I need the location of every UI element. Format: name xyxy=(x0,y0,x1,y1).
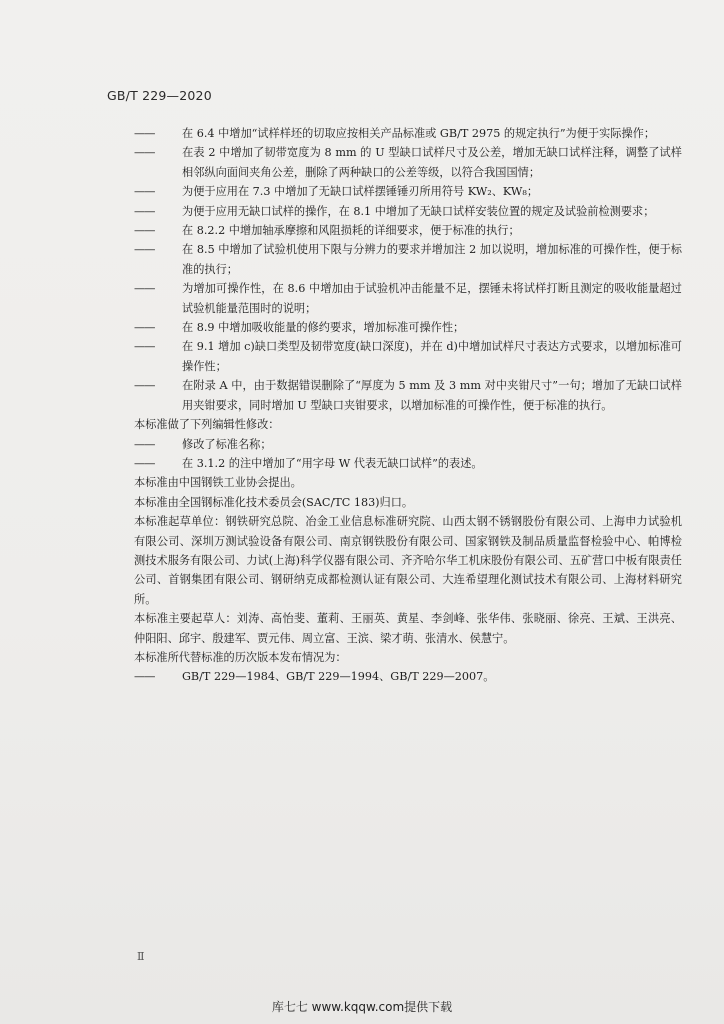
list-item xyxy=(134,221,682,240)
item-text: 为便于应用在 7.3 中增加了无缺口试样摆锤锤刃所用符号 KW₂、KW₈； xyxy=(182,185,539,199)
proposed-by: 本标准由中国钢铁工业协会提出。 xyxy=(134,476,302,490)
dash-marker: —— xyxy=(134,243,155,257)
dash-marker: —— xyxy=(134,224,155,238)
list-item xyxy=(134,240,682,279)
item-text: 为便于应用无缺口试样的操作，在 8.1 中增加了无缺口试样安装位置的规定及试验前检测要求； xyxy=(182,204,655,218)
list-item xyxy=(134,279,682,318)
item-text: 在表 2 中增加了韧带宽度为 8 mm 的 U 型缺口试样尺寸及公差，增加无缺口试样注释，调整了试样相邻纵向面间夹角公差，删除了两种缺口的公差等级，以符合我国国情； xyxy=(182,146,682,179)
item-text: 在 8.5 中增加了试验机使用下限与分辨力的要求并增加注 2 加以说明，增加标准的可操作性，便于标准的执行； xyxy=(182,243,682,276)
dash-marker: —— xyxy=(134,321,155,335)
dash-marker: —— xyxy=(134,146,155,160)
list-item xyxy=(134,435,682,454)
managed-by: 本标准由全国钢标准化技术委员会(SAC/TC 183)归口。 xyxy=(134,495,414,509)
list-item xyxy=(134,337,682,376)
editorial-intro: 本标准做了下列编辑性修改： xyxy=(134,418,280,432)
item-text: 在 9.1 增加 c)缺口类型及韧带宽度(缺口深度)，并在 d)中增加试样尺寸表达方式要求，以增加标准可操作性； xyxy=(182,340,682,373)
download-watermark: 库七七 www.kqqw.com提供下载 xyxy=(271,1000,453,1014)
list-item xyxy=(134,124,682,143)
item-text: 在 3.1.2 的注中增加了“用字母 W 代表无缺口试样”的表述。 xyxy=(182,456,483,470)
history-item xyxy=(134,667,682,686)
item-text: 在 8.2.2 中增加轴承摩擦和风阻损耗的详细要求，便于标准的执行； xyxy=(182,224,520,238)
dash-marker: —— xyxy=(134,340,155,354)
dash-marker: —— xyxy=(134,379,155,393)
dash-marker: —— xyxy=(134,456,155,470)
item-text: 在 6.4 中增加“试样样坯的切取应按相关产品标准或 GB/T 2975 的规定执行”为便于实际操作； xyxy=(182,127,656,140)
dash-marker: —— xyxy=(134,670,155,684)
dash-marker: —— xyxy=(134,282,155,296)
history-intro: 本标准所代替标准的历次版本发布情况为： xyxy=(134,650,347,664)
list-item xyxy=(134,318,682,337)
page-number: Ⅱ xyxy=(137,950,145,963)
item-text: 修改了标准名称； xyxy=(182,437,272,451)
dash-marker: —— xyxy=(134,185,155,199)
drafters: 本标准主要起草人：刘涛、高怡斐、董莉、王丽英、黄星、李剑峰、张华伟、张晓丽、徐亮、王斌、王洪亮、仲阳阳、邱宇、殷建军、贾元伟、周立富、王滨、梁才萌、张清水、侯慧宁。 xyxy=(134,612,682,645)
list-item xyxy=(134,143,682,182)
dash-marker: —— xyxy=(134,204,155,218)
dash-marker: —— xyxy=(134,437,155,451)
item-text: 在附录 A 中，由于数据错误删除了“厚度为 5 mm 及 3 mm 对中夹钳尺寸”一句；增加了无缺口试样用夹钳要求，同时增加 U 型缺口夹钳要求，以增加标准的可操作性，便于标准的执行。 xyxy=(182,379,682,412)
body-content xyxy=(134,124,682,687)
drafting-units: 本标准起草单位：钢铁研究总院、冶金工业信息标准研究院、山西太钢不锈钢股份有限公司、上海申力试验机有限公司、深圳万测试验设备有限公司、南京钢铁股份有限公司、国家钢铁及制品质量监督检验中心、帕博检测技术服务有限公司、力试(上海)科学仪器有限公司、齐齐哈尔华工机床股份有限公司、五矿营口中板有限责任公司、首钢集团有限公司、钢研纳克成都检测认证有限公司、大连希望理化测试技术有限公司、上海材料研究所。 xyxy=(134,515,682,606)
dash-marker: —— xyxy=(134,127,155,140)
list-item xyxy=(134,454,682,473)
list-item xyxy=(134,376,682,415)
item-text: 在 8.9 中增加吸收能量的修约要求，增加标准可操作性； xyxy=(182,321,465,335)
item-text: 为增加可操作性，在 8.6 中增加由于试验机冲击能量不足，摆锤未将试样打断且测定的吸收能量超过试验机能量范围时的说明； xyxy=(182,282,682,315)
list-item xyxy=(134,202,682,221)
list-item xyxy=(134,182,682,201)
item-text: GB/T 229—1984、GB/T 229—1994、GB/T 229—2007。 xyxy=(182,670,495,684)
standard-code-header: GB/T 229—2020 xyxy=(107,88,212,103)
